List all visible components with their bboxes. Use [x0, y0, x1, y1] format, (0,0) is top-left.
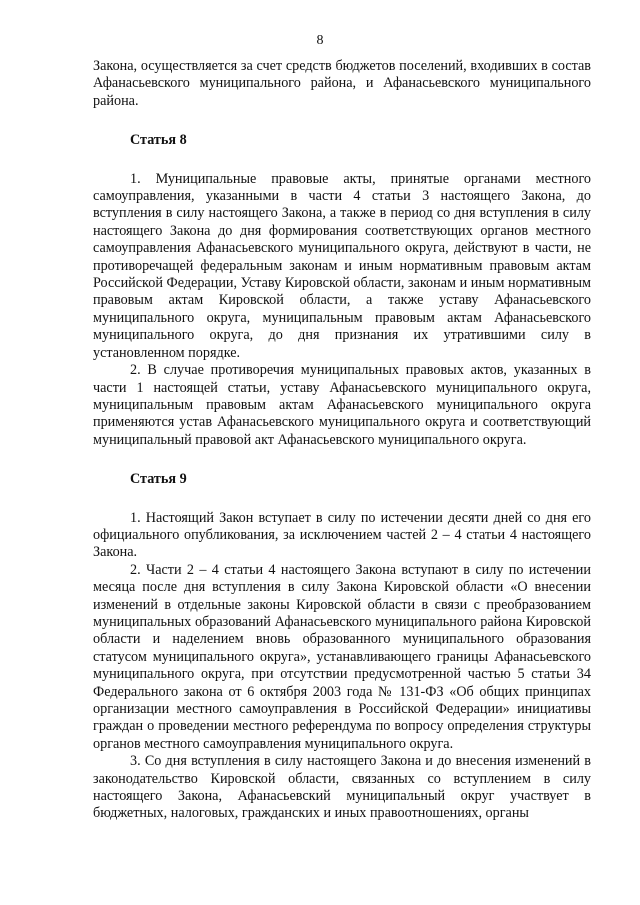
- article-9-paragraph-2: 2. Части 2 – 4 статьи 4 настоящего Закона вступают в силу по истечении месяца после дня вступления в силу Закона Кировской области «О внесении изменений в отдельные законы Кировской области в связи с преобразованием муниципальных образований Афанасьевского муниципального района Кировской области и наделением вновь образованного муниципального образования статусом муниципального округа», устанавливающего границы Афанасьевского муниципального округа, при отсутствии предусмотренной частью 5 статьи 34 Федерального закона от 6 октября 2003 года № 131-ФЗ «Об общих принципах организации местного самоуправления в Российской Федерации» инициативы граждан о проведении местного референдума по вопросу определения структуры органов местного самоуправления муниципального округа.: [93, 561, 591, 752]
- article-9-paragraph-3: 3. Со дня вступления в силу настоящего Закона и до внесения изменений в законодательство Кировской области, связанных со вступлением в силу настоящего Закона, Афанасьевский муниципальный округ участвует в бюджетных, налоговых, гражданских и иных правоотношениях, органы: [93, 753, 591, 822]
- article-8-paragraph-1: 1. Муниципальные правовые акты, принятые органами местного самоуправления, указанными в части 4 статьи 3 настоящего Закона, до вступления в силу настоящего Закона, а также в период со дня вступления в силу настоящего Закона до дня формирования соответствующих органов местного самоуправления Афанасьевского муниципального округа, действуют в части, не противоречащей федеральным законам и иным нормативным правовым актам Российской Федерации, Уставу Кировской области, законам и иным нормативным правовым актам Кировской области, а также уставу Афанасьевского муниципального округа, муниципальным правовым актам Афанасьевского муниципального округа, до дня признания их утратившими силу в установленном порядке.: [93, 170, 591, 361]
- article-8-heading: Статья 8: [130, 132, 187, 149]
- article-9-paragraph-1: 1. Настоящий Закон вступает в силу по истечении десяти дней со дня его официального опубликования, за исключением частей 2 – 4 статьи 4 настоящего Закона.: [93, 509, 591, 561]
- document-body: [93, 58, 591, 823]
- page-number: 8: [316, 33, 324, 48]
- article-8-paragraph-2: 2. В случае противоречия муниципальных правовых актов, указанных в части 1 настоящей статьи, уставу Афанасьевского муниципального округа, муниципальным правовым актам Афанасьевского муниципального округа применяются устав Афанасьевского муниципального округа и соответствующий муниципальный правовой акт Афанасьевского муниципального округа.: [93, 362, 591, 448]
- intro-paragraph: Закона, осуществляется за счет средств бюджетов поселений, входивших в состав Афанасьевского муниципального района, и Афанасьевского муниципального района.: [93, 58, 591, 109]
- article-9-heading: Статья 9: [130, 471, 187, 488]
